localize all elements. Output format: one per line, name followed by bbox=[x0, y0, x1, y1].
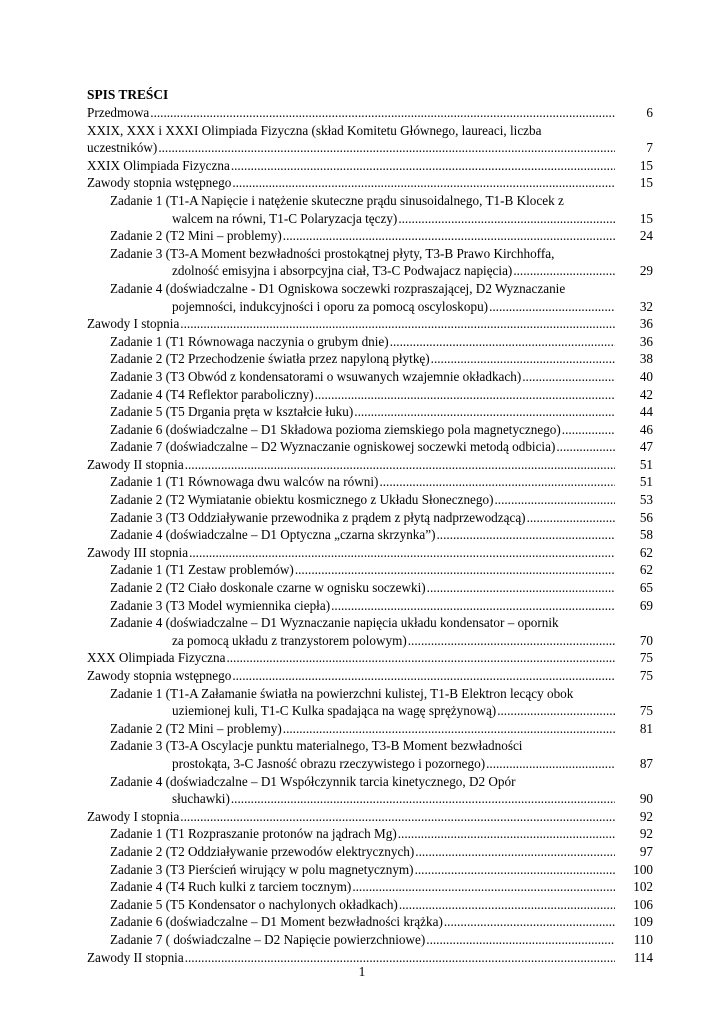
toc-entry-text: zdolność emisyjna i absorpcyjna ciał, T3-C Podwajacz napięcia) bbox=[172, 263, 513, 279]
toc-subentry[interactable] bbox=[87, 597, 653, 615]
toc-entry-line bbox=[87, 649, 653, 667]
toc-page-number: 24 bbox=[639, 228, 653, 244]
toc-entry-line bbox=[87, 157, 653, 175]
dot-leader bbox=[497, 702, 615, 720]
toc-page-number: 46 bbox=[639, 421, 653, 437]
toc-entry-text: Zadanie 2 (T2 Oddziaływanie przewodów elektrycznych) bbox=[110, 843, 415, 859]
dot-leader bbox=[150, 104, 615, 122]
toc-page-number: 75 bbox=[639, 650, 653, 666]
toc-subentry[interactable] bbox=[87, 773, 653, 808]
toc-page-number: 69 bbox=[639, 597, 653, 613]
dot-leader bbox=[398, 825, 615, 843]
toc-section-entry[interactable] bbox=[87, 667, 653, 685]
toc-page-number: 15 bbox=[639, 175, 653, 191]
dot-leader bbox=[295, 561, 615, 579]
toc-page-number: 87 bbox=[639, 755, 653, 771]
toc-subentry[interactable] bbox=[87, 403, 653, 421]
toc-entry-line bbox=[110, 702, 653, 720]
dot-leader bbox=[226, 649, 615, 667]
toc-subentry[interactable] bbox=[87, 825, 653, 843]
toc-subentry[interactable] bbox=[87, 368, 653, 386]
toc-page-number: 51 bbox=[639, 474, 653, 490]
toc-entry-text: Zadanie 3 (T3 Oddziaływanie przewodnika z prądem z płytą nadprzewodzącą) bbox=[110, 509, 526, 525]
toc-entry-text: Zadanie 6 (doświadczalne – D1 Składowa pozioma ziemskiego pola magnetycznego) bbox=[110, 421, 561, 437]
toc-entry-text: Przedmowa bbox=[87, 105, 150, 120]
toc-page-number: 65 bbox=[639, 580, 653, 596]
toc-subentry[interactable] bbox=[87, 913, 653, 931]
toc-entry-text: Zadanie 1 (T1 Rozpraszanie protonów na jądrach Mg) bbox=[110, 826, 397, 842]
toc-page-number: 32 bbox=[639, 298, 653, 314]
dot-leader bbox=[494, 491, 615, 509]
toc-entry-text: pojemności, indukcyjności i oporu za pomocą oscyloskopu) bbox=[172, 298, 489, 314]
toc-page-number: 6 bbox=[646, 105, 653, 120]
toc-entry-text: Zadanie 4 (T4 Ruch kulki z tarciem tocznym) bbox=[110, 879, 352, 895]
dot-leader bbox=[444, 913, 615, 931]
toc-page-number: 110 bbox=[633, 931, 653, 947]
toc-entry-text: Zadanie 1 (T1-A Napięcie i natężenie skuteczne prądu sinusoidalnego, T1-B Klocek z bbox=[110, 192, 564, 208]
toc-entry-line bbox=[87, 544, 653, 562]
toc-entry-text: Zadanie 2 (T2 Ciało doskonale czarne w ognisku soczewki) bbox=[110, 580, 426, 596]
dot-leader bbox=[315, 386, 615, 404]
dot-leader bbox=[283, 227, 615, 245]
dot-leader bbox=[158, 139, 615, 157]
toc-page-number: 70 bbox=[639, 632, 653, 648]
dot-leader bbox=[283, 720, 615, 738]
toc-subentry[interactable] bbox=[87, 473, 653, 491]
toc-entry-text: Zadanie 1 (T1-A Załamanie światła na powierzchni kulistej, T1-B Elektron lecący obok bbox=[110, 685, 574, 701]
toc-subentry[interactable] bbox=[87, 931, 653, 949]
toc-entry-line bbox=[110, 491, 653, 509]
toc-section-entry[interactable] bbox=[87, 104, 653, 122]
toc-subentry[interactable] bbox=[87, 438, 653, 456]
dot-leader bbox=[232, 174, 615, 192]
toc-entry-line bbox=[110, 685, 653, 703]
toc-entry-line bbox=[110, 597, 653, 615]
toc-entry-line bbox=[110, 473, 653, 491]
toc-entry-text: Zadanie 2 (T2 Mini – problemy) bbox=[110, 228, 282, 244]
dot-leader bbox=[486, 755, 615, 773]
toc-entry-line bbox=[110, 509, 653, 527]
toc-subentry[interactable] bbox=[87, 737, 653, 772]
toc-section-entry[interactable] bbox=[87, 544, 653, 562]
toc-page-number: 15 bbox=[639, 210, 653, 226]
toc-page-number: 58 bbox=[639, 527, 653, 543]
toc-section-entry[interactable] bbox=[87, 122, 653, 157]
toc-subentry[interactable] bbox=[87, 526, 653, 544]
toc-subentry[interactable] bbox=[87, 614, 653, 649]
toc-entry-text: Zadanie 3 (T3 Obwód z kondensatorami o wsuwanych wzajemnie okładkach) bbox=[110, 368, 522, 384]
toc-entry-line bbox=[110, 333, 653, 351]
toc-page-number: 7 bbox=[646, 140, 653, 156]
dot-leader bbox=[527, 509, 615, 527]
toc-entry-text: walcem na równi, T1-C Polaryzacja tęczy) bbox=[172, 210, 398, 226]
toc-page-number: 56 bbox=[639, 509, 653, 525]
toc-page-number: 44 bbox=[639, 404, 653, 420]
toc-page-number: 51 bbox=[639, 456, 653, 472]
toc-entry-text: Zadanie 4 (T4 Reflektor paraboliczny) bbox=[110, 386, 314, 402]
toc-entry-text: za pomocą układu z tranzystorem polowym) bbox=[172, 632, 407, 648]
toc-entry-line bbox=[87, 139, 653, 157]
toc-entry-line bbox=[110, 368, 653, 386]
dot-leader bbox=[180, 808, 615, 826]
toc-page-number: 75 bbox=[639, 703, 653, 719]
toc-page-number: 29 bbox=[639, 263, 653, 279]
toc-entry-text: uziemionej kuli, T1-C Kulka spadająca na wagę sprężynową) bbox=[172, 703, 497, 719]
toc-page-number: 36 bbox=[639, 316, 653, 332]
toc-page-number: 92 bbox=[639, 808, 653, 824]
toc-entry-line bbox=[87, 315, 653, 333]
dot-leader bbox=[379, 473, 615, 491]
toc-page-number: 114 bbox=[633, 949, 653, 965]
toc-subentry[interactable] bbox=[87, 509, 653, 527]
toc-page-number: 40 bbox=[639, 368, 653, 384]
table-of-contents bbox=[87, 86, 653, 966]
dot-leader bbox=[437, 526, 616, 544]
toc-subentry[interactable] bbox=[87, 333, 653, 351]
toc-entry-text: Zawody stopnia wstępnego bbox=[87, 668, 232, 683]
toc-entry-text: Zadanie 5 (T5 Drgania pręta w kształcie łuku) bbox=[110, 404, 354, 420]
toc-entry-text: Zadanie 2 (T2 Wymiatanie obiektu kosmicznego z Układu Słonecznego) bbox=[110, 492, 494, 508]
dot-leader bbox=[231, 790, 615, 808]
toc-subentry[interactable] bbox=[87, 878, 653, 896]
toc-entry-text: XXIX Olimpiada Fizyczna bbox=[87, 157, 230, 173]
toc-page-number: 47 bbox=[639, 439, 653, 455]
dot-leader bbox=[562, 421, 615, 439]
toc-entry-line bbox=[110, 913, 653, 931]
toc-entry-line bbox=[110, 931, 653, 949]
toc-entry-text: Zadanie 2 (T2 Mini – problemy) bbox=[110, 720, 282, 736]
toc-entry-text: Zadanie 3 (T3 Pierścień wirujący w polu magnetycznym) bbox=[110, 861, 414, 877]
toc-entry-line bbox=[110, 210, 653, 228]
toc-entry-line bbox=[110, 192, 653, 210]
toc-page-number: 102 bbox=[633, 879, 653, 895]
toc-section-entry[interactable] bbox=[87, 649, 653, 667]
toc-subentry[interactable] bbox=[87, 896, 653, 914]
toc-entry-text: Zadanie 2 (T2 Przechodzenie światła przez napyloną płytkę) bbox=[110, 351, 430, 367]
toc-entry-line bbox=[110, 737, 653, 755]
toc-entry-text: Zadanie 1 (T1 Zestaw problemów) bbox=[110, 562, 294, 578]
toc-section-entry[interactable] bbox=[87, 174, 653, 192]
toc-entry-line bbox=[87, 122, 653, 140]
toc-page-number: 106 bbox=[633, 896, 653, 912]
toc-entry-text: Zawody II stopnia bbox=[87, 949, 184, 965]
dot-leader bbox=[431, 350, 615, 368]
toc-entry-text: Zadanie 6 (doświadczalne – D1 Moment bezwładności krążka) bbox=[110, 914, 443, 930]
toc-subentry[interactable] bbox=[87, 245, 653, 280]
toc-entry-text: Zadanie 3 (T3-A Oscylacje punktu materialnego, T3-B Moment bezwładności bbox=[110, 738, 523, 754]
toc-page-number: 90 bbox=[639, 791, 653, 807]
dot-leader bbox=[408, 632, 615, 650]
toc-subentry[interactable] bbox=[87, 685, 653, 720]
toc-entry-line bbox=[87, 104, 653, 122]
toc-entry-line bbox=[110, 790, 653, 808]
dot-leader bbox=[232, 667, 615, 685]
toc-entry-line bbox=[110, 421, 653, 439]
toc-page-number: 36 bbox=[639, 333, 653, 349]
toc-page-number: 75 bbox=[639, 668, 653, 683]
toc-entry-line bbox=[87, 456, 653, 474]
toc-subentry[interactable] bbox=[87, 561, 653, 579]
toc-subentry[interactable] bbox=[87, 350, 653, 368]
toc-section-entry[interactable] bbox=[87, 808, 653, 826]
page-number: 1 bbox=[358, 964, 366, 979]
toc-page-number: 100 bbox=[633, 861, 653, 877]
toc-entry-line bbox=[110, 438, 653, 456]
toc-entry-line bbox=[110, 773, 653, 791]
toc-entry-line bbox=[110, 245, 653, 263]
toc-entry-text: Zadanie 4 (doświadczalne – D1 Współczynnik tarcia kinetycznego, D2 Opór bbox=[110, 773, 516, 789]
toc-page-number: 109 bbox=[633, 914, 653, 930]
toc-entry-line bbox=[87, 174, 653, 192]
toc-entry-text: Zadanie 1 (T1 Równowaga dwu walców na równi) bbox=[110, 474, 379, 490]
toc-entry-line bbox=[110, 227, 653, 245]
toc-subentry[interactable] bbox=[87, 720, 653, 738]
toc-page-number: 53 bbox=[639, 492, 653, 508]
toc-entry-text: XXX Olimpiada Fizyczna bbox=[87, 650, 226, 666]
toc-subentry[interactable] bbox=[87, 861, 653, 879]
toc-entry-text: XXIX, XXX i XXXI Olimpiada Fizyczna (skład Komitetu Głównego, laureaci, liczba bbox=[87, 122, 542, 138]
toc-entry-text: uczestników) bbox=[87, 140, 158, 156]
toc-subentry[interactable] bbox=[87, 579, 653, 597]
toc-entry-text: Zadanie 7 (doświadczalne – D2 Wyznaczanie ogniskowej soczewki metodą odbicia) bbox=[110, 439, 556, 455]
dot-leader bbox=[185, 456, 615, 474]
dot-leader bbox=[415, 843, 615, 861]
toc-entry-text: Zadanie 5 (T5 Kondensator o nachylonych okładkach) bbox=[110, 896, 398, 912]
dot-leader bbox=[180, 315, 615, 333]
toc-entry-text: Zadanie 3 (T3 Model wymiennika ciepła) bbox=[110, 597, 331, 613]
toc-entry-text: Zawody III stopnia bbox=[87, 544, 189, 560]
toc-entry-line bbox=[110, 579, 653, 597]
dot-leader bbox=[331, 597, 615, 615]
toc-entry-text: Zawody I stopnia bbox=[87, 316, 180, 332]
toc-page-number: 38 bbox=[639, 351, 653, 367]
toc-subentry[interactable] bbox=[87, 192, 653, 227]
dot-leader bbox=[390, 333, 615, 351]
toc-entry-text: Zadanie 7 ( doświadczalne – D2 Napięcie powierzchniowe) bbox=[110, 931, 426, 947]
dot-leader bbox=[522, 368, 615, 386]
toc-entry-text: Zawody I stopnia bbox=[87, 808, 180, 824]
toc-entry-line bbox=[110, 403, 653, 421]
toc-subentry[interactable] bbox=[87, 386, 653, 404]
toc-entry-line bbox=[110, 843, 653, 861]
toc-section-entry[interactable] bbox=[87, 456, 653, 474]
toc-entry-text: Zawody II stopnia bbox=[87, 456, 184, 472]
toc-page-number: 42 bbox=[639, 386, 653, 402]
dot-leader bbox=[489, 298, 615, 316]
toc-entry-text: Zadanie 4 (doświadczalne - D1 Ogniskowa soczewki rozpraszającej, D2 Wyznaczanie bbox=[110, 280, 566, 296]
toc-entry-line bbox=[110, 280, 653, 298]
toc-entry-line bbox=[110, 298, 653, 316]
toc-entry-text: Zadanie 3 (T3-A Moment bezwładności prostokątnej płyty, T3-B Prawo Kirchhoffa, bbox=[110, 245, 555, 261]
toc-page-number: 92 bbox=[639, 826, 653, 842]
toc-subentry[interactable] bbox=[87, 227, 653, 245]
toc-entry-line bbox=[110, 720, 653, 738]
dot-leader bbox=[415, 861, 615, 879]
toc-entry-line bbox=[87, 808, 653, 826]
toc-entry-line bbox=[110, 825, 653, 843]
toc-entry-line bbox=[110, 755, 653, 773]
toc-entry-line bbox=[110, 878, 653, 896]
dot-leader bbox=[426, 931, 615, 949]
toc-entry-text: Zawody stopnia wstępnego bbox=[87, 175, 232, 191]
dot-leader bbox=[189, 544, 615, 562]
toc-entry-line bbox=[110, 526, 653, 544]
toc-subentry[interactable] bbox=[87, 280, 653, 315]
toc-entry-line bbox=[110, 386, 653, 404]
toc-section-entry[interactable] bbox=[87, 157, 653, 175]
toc-entry-line bbox=[110, 632, 653, 650]
toc-entry-line bbox=[110, 614, 653, 632]
toc-entry-text: prostokąta, 3-C Jasność obrazu rzeczywistego i pozornego) bbox=[172, 755, 486, 771]
toc-entry-line bbox=[110, 896, 653, 914]
toc-page-number: 62 bbox=[639, 544, 653, 560]
toc-section-entry[interactable] bbox=[87, 315, 653, 333]
toc-title: SPIS TREŚCI bbox=[87, 87, 169, 102]
toc-entry-text: słuchawki) bbox=[172, 791, 230, 807]
toc-entry-line bbox=[110, 561, 653, 579]
toc-subentry[interactable] bbox=[87, 843, 653, 861]
toc-entry-line bbox=[110, 262, 653, 280]
dot-leader bbox=[513, 262, 615, 280]
toc-entry-text: Zadanie 4 (doświadczalne – D1 Wyznaczanie napięcia układu kondensator – opornik bbox=[110, 615, 559, 631]
toc-entry-text: Zadanie 4 (doświadczalne – D1 Optyczna „czarna skrzynka”) bbox=[110, 527, 436, 543]
toc-entry-line bbox=[110, 350, 653, 368]
dot-leader bbox=[398, 210, 615, 228]
dot-leader bbox=[556, 438, 615, 456]
toc-page-number: 81 bbox=[639, 720, 653, 736]
toc-subentry[interactable] bbox=[87, 421, 653, 439]
dot-leader bbox=[354, 403, 615, 421]
toc-entry-line bbox=[87, 667, 653, 685]
toc-entry-text: Zadanie 1 (T1 Równowaga naczynia o grubym dnie) bbox=[110, 333, 389, 349]
toc-page-number: 15 bbox=[639, 157, 653, 173]
dot-leader bbox=[427, 579, 615, 597]
dot-leader bbox=[399, 896, 615, 914]
toc-entry-line bbox=[110, 861, 653, 879]
toc-subentry[interactable] bbox=[87, 491, 653, 509]
dot-leader bbox=[352, 878, 615, 896]
toc-page-number: 62 bbox=[639, 562, 653, 578]
dot-leader bbox=[231, 157, 615, 175]
toc-page-number: 97 bbox=[639, 843, 653, 859]
